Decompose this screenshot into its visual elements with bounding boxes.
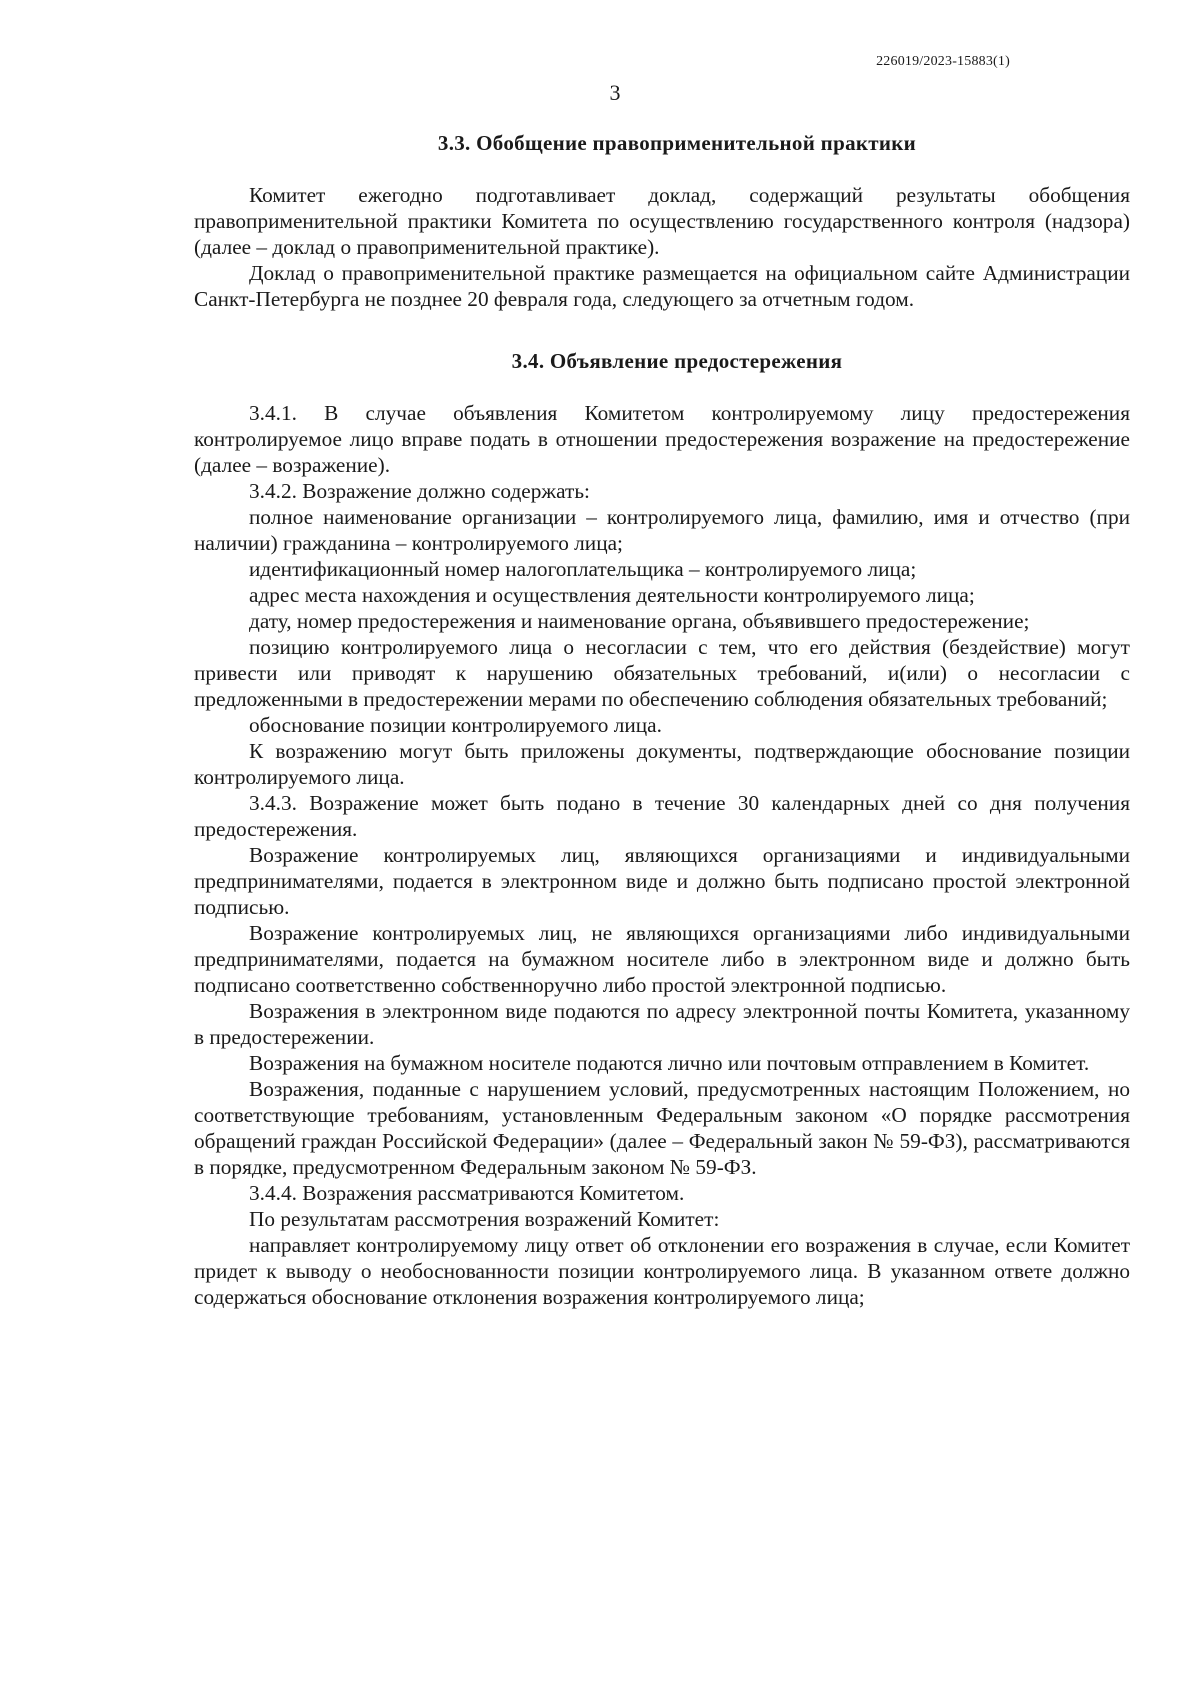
list-item: адрес места нахождения и осуществления деятельности контролируемого лица; — [249, 583, 975, 607]
paragraph: К возражению могут быть приложены документы, подтверждающие обоснование позиции контролируемого лица. — [194, 739, 1130, 789]
paragraph: Комитет ежегодно подготавливает доклад, содержащий результаты обобщения правоприменительной практики Комитета по осуществлению государственного контроля (надзора) (далее – доклад о правоприменительной практике). — [194, 183, 1130, 259]
paragraph: Возражения в электронном виде подаются по адресу электронной почты Комитета, указанному в предостережении. — [194, 999, 1130, 1049]
document-registration-number: 226019/2023-15883(1) — [876, 54, 1010, 69]
paragraph-3-4-2: 3.4.2. Возражение должно содержать: — [249, 479, 590, 503]
list-item: позицию контролируемого лица о несогласии с тем, что его действия (бездействие) могут привести или приводят к нарушению обязательных требований, и(или) о несогласии с предложенными в предостережении мерами по обеспечению соблюдения обязательных требований; — [194, 635, 1130, 711]
paragraph-3-4-1: 3.4.1. В случае объявления Комитетом контролируемому лицу предостережения контролируемое лицо вправе подать в отношении предостережения возражение на предостережение (далее – возражение). — [194, 401, 1130, 477]
section-heading-3-4: 3.4. Объявление предостережения — [511, 349, 843, 373]
paragraph: По результатам рассмотрения возражений Комитет: — [249, 1207, 720, 1231]
paragraph-3-4-3: 3.4.3. Возражение может быть подано в течение 30 календарных дней со дня получения предостережения. — [194, 791, 1130, 841]
list-item: идентификационный номер налогоплательщика – контролируемого лица; — [249, 557, 917, 581]
paragraph: Возражение контролируемых лиц, являющихся организациями и индивидуальными предпринимателями, подается в электронном виде и должно быть подписано простой электронной подписью. — [194, 843, 1130, 919]
list-item: обоснование позиции контролируемого лица. — [249, 713, 662, 737]
list-item: дату, номер предостережения и наименование органа, объявившего предостережение; — [249, 609, 1030, 633]
paragraph: Возражение контролируемых лиц, не являющихся организациями либо индивидуальными предпринимателями, подается на бумажном носителе либо в электронном виде и должно быть подписано соответственно собственноручно либо простой электронной подписью. — [194, 921, 1130, 997]
paragraph: Возражения, поданные с нарушением условий, предусмотренных настоящим Положением, но соответствующие требованиям, установленным Федеральным законом «О порядке рассмотрения обращений граждан Российской Федерации» (далее – Федеральный закон № 59-ФЗ), рассматриваются в порядке, предусмотренном Федеральным законом № 59-ФЗ. — [194, 1077, 1130, 1179]
list-item: направляет контролируемому лицу ответ об отклонении его возражения в случае, если Комитет придет к выводу о необоснованности позиции контролируемого лица. В указанном ответе должно содержаться обоснование отклонения возражения контролируемого лица; — [194, 1233, 1130, 1309]
page-number: 3 — [609, 80, 621, 105]
section-heading-3-3: 3.3. Обобщение правоприменительной практики — [437, 131, 917, 155]
paragraph: Возражения на бумажном носителе подаются лично или почтовым отправлением в Комитет. — [249, 1051, 1090, 1075]
paragraph-3-4-4: 3.4.4. Возражения рассматриваются Комитетом. — [249, 1181, 685, 1205]
document-body — [194, 128, 1130, 1310]
list-item: полное наименование организации – контролируемого лица, фамилию, имя и отчество (при наличии) гражданина – контролируемого лица; — [194, 505, 1130, 555]
paragraph: Доклад о правоприменительной практике размещается на официальном сайте Администрации Санкт-Петербурга не позднее 20 февраля года, следующего за отчетным годом. — [194, 261, 1130, 311]
